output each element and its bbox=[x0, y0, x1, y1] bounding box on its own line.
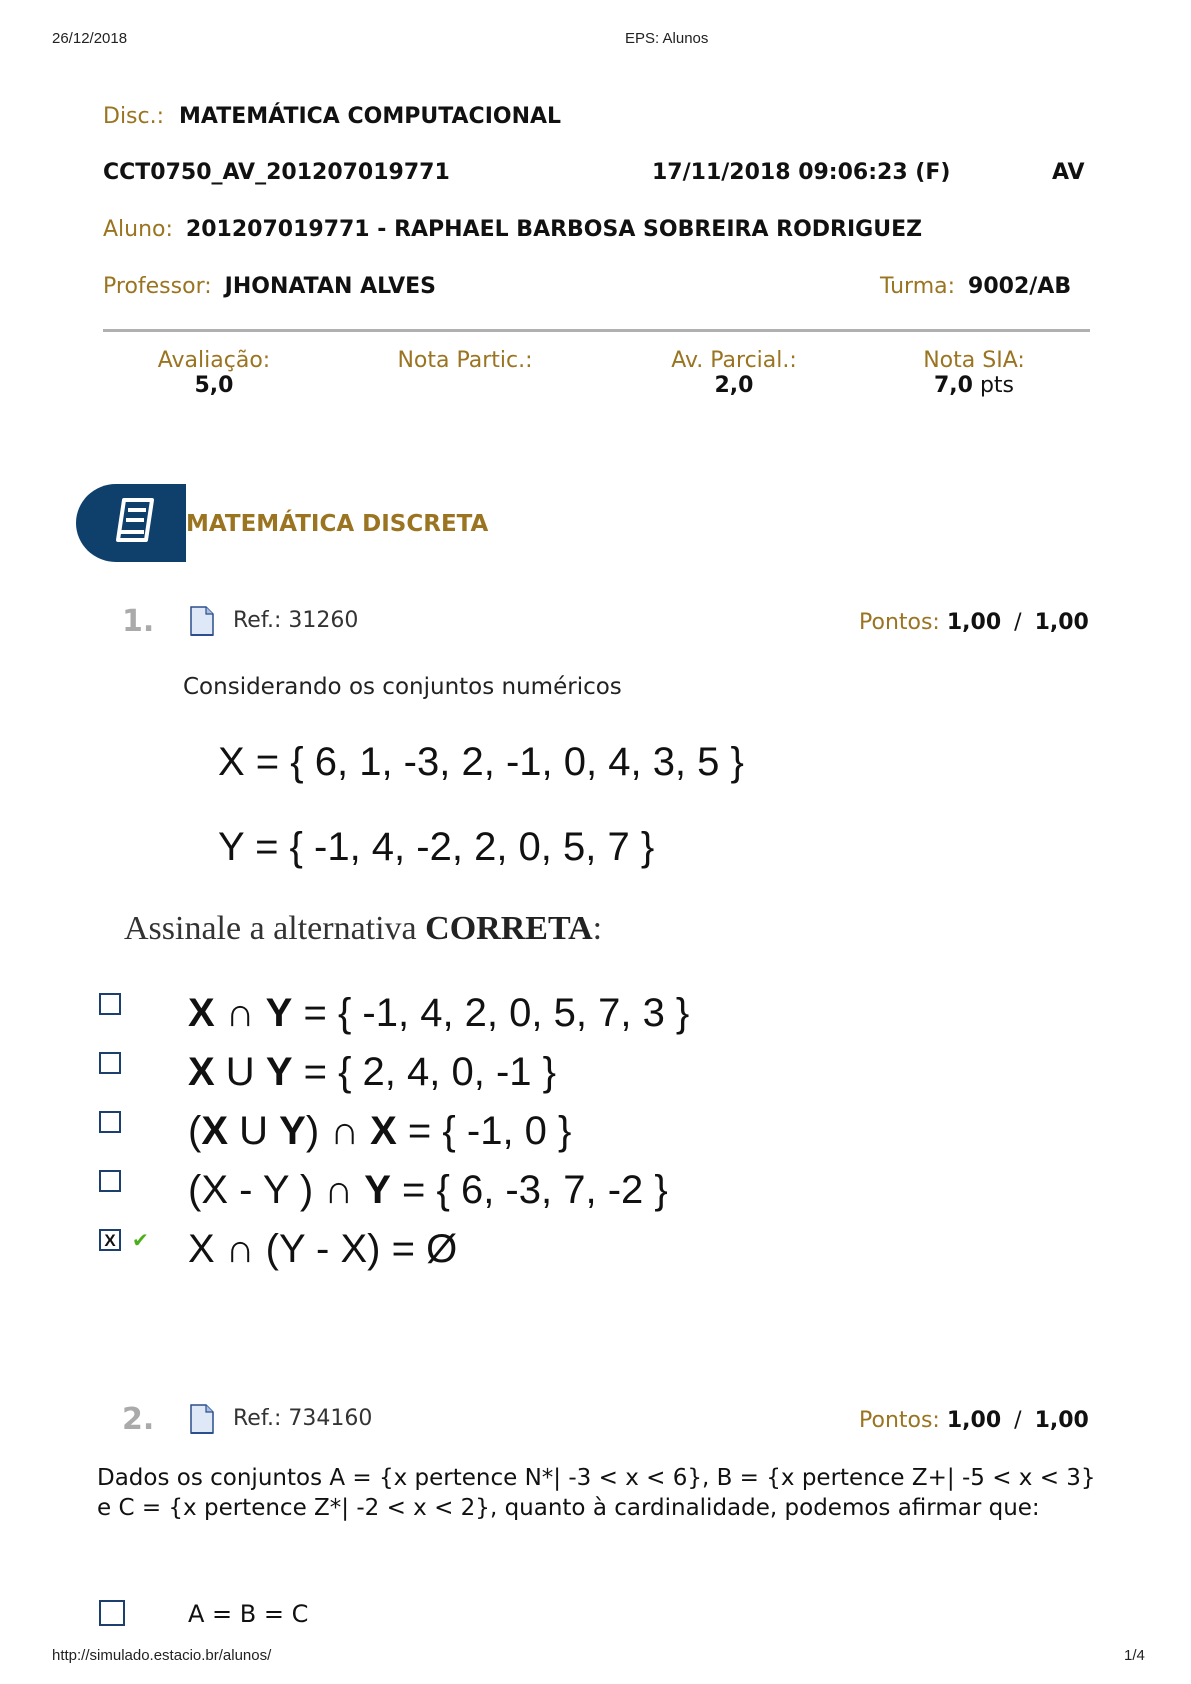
professor-row bbox=[103, 274, 436, 299]
grade-value: 5,0 bbox=[194, 373, 234, 398]
points-value: 1,00 bbox=[946, 610, 1002, 635]
print-url: http://simulado.estacio.br/alunos/ bbox=[52, 1647, 272, 1664]
turma-row bbox=[880, 274, 1071, 299]
print-title: EPS: Alunos bbox=[625, 30, 709, 47]
question-intro: Considerando os conjuntos numéricos bbox=[183, 674, 622, 700]
grade-label: Av. Parcial.: bbox=[671, 348, 797, 373]
grade-nota-partic bbox=[345, 348, 585, 373]
ref-value: 734160 bbox=[288, 1406, 373, 1431]
question-2-text: Dados os conjuntos A = {x pertence N*| -3 < x < 6}, B = {x pertence Z+| -5 < x < 3} e C = {x pertence Z*| -2 < x < 2}, quanto à cardinalidade, podemos afirmar que: bbox=[97, 1465, 1096, 1521]
question-number: 2. bbox=[122, 1402, 155, 1437]
points-row bbox=[859, 610, 1089, 635]
ref-row bbox=[233, 608, 358, 633]
points-label: Pontos: bbox=[859, 610, 940, 635]
correct-check-icon: ✔ bbox=[132, 1228, 149, 1252]
turma-value: 9002/AB bbox=[968, 274, 1072, 299]
header-divider bbox=[103, 329, 1090, 332]
option-3-checkbox[interactable] bbox=[99, 1111, 121, 1133]
set-y: Y = { -1, 4, -2, 2, 0, 5, 7 } bbox=[218, 825, 655, 869]
grade-label: Nota Partic.: bbox=[397, 348, 533, 373]
disc-label: Disc.: bbox=[103, 104, 165, 129]
prompt-text: Assinale a alternativa bbox=[124, 910, 426, 947]
grade-value: 2,0 bbox=[714, 373, 754, 398]
discipline-row bbox=[103, 104, 561, 129]
professor-label: Professor: bbox=[103, 274, 212, 299]
points-separator: / bbox=[1014, 1408, 1022, 1433]
option-4-checkbox[interactable] bbox=[99, 1170, 121, 1192]
points-row bbox=[859, 1408, 1089, 1433]
points-value: 1,00 bbox=[946, 1408, 1002, 1433]
grade-nota-sia bbox=[854, 348, 1094, 398]
grade-avaliacao bbox=[94, 348, 334, 398]
question-prompt bbox=[124, 910, 602, 948]
exam-code: CCT0750_AV_201207019771 bbox=[103, 160, 450, 185]
professor-value: JHONATAN ALVES bbox=[224, 274, 436, 299]
exam-datetime: 17/11/2018 09:06:23 (F) bbox=[652, 160, 951, 185]
points-max: 1,00 bbox=[1034, 610, 1089, 635]
option-5-text: X ∩ (Y - X) = Ø bbox=[188, 1227, 458, 1271]
option-3-text: (X U Y) ∩ X = { -1, 0 } bbox=[188, 1109, 572, 1153]
grade-value: 7,0 bbox=[933, 373, 973, 398]
option-1-text: X ∩ Y = { -1, 4, 2, 0, 5, 7, 3 } bbox=[188, 991, 690, 1035]
option-2-checkbox[interactable] bbox=[99, 1052, 121, 1074]
aluno-value: 201207019771 - RAPHAEL BARBOSA SOBREIRA RODRIGUEZ bbox=[185, 217, 923, 242]
ref-row bbox=[233, 1406, 372, 1431]
question-number: 1. bbox=[122, 604, 155, 639]
set-x: X = { 6, 1, -3, 2, -1, 0, 4, 3, 5 } bbox=[218, 740, 744, 784]
option-5-checkbox-checked[interactable] bbox=[99, 1229, 121, 1251]
q2-option-1-checkbox[interactable] bbox=[99, 1600, 125, 1626]
document-icon[interactable] bbox=[190, 606, 214, 636]
disc-value: MATEMÁTICA COMPUTACIONAL bbox=[179, 104, 562, 129]
print-date: 26/12/2018 bbox=[52, 30, 128, 47]
option-2-text: X U Y = { 2, 4, 0, -1 } bbox=[188, 1050, 557, 1094]
book-icon bbox=[76, 484, 186, 562]
points-separator: / bbox=[1014, 610, 1022, 635]
prompt-colon: : bbox=[592, 910, 603, 947]
section-icon-block bbox=[76, 484, 186, 562]
option-1-checkbox[interactable] bbox=[99, 993, 121, 1015]
ref-value: 31260 bbox=[288, 608, 359, 633]
points-max: 1,00 bbox=[1034, 1408, 1089, 1433]
turma-label: Turma: bbox=[880, 274, 956, 299]
grade-label: Nota SIA: bbox=[923, 348, 1025, 373]
prompt-emphasis: CORRETA bbox=[425, 910, 593, 947]
document-icon[interactable] bbox=[190, 1404, 214, 1434]
ref-label: Ref.: bbox=[233, 608, 282, 633]
grade-label: Avaliação: bbox=[157, 348, 271, 373]
points-label: Pontos: bbox=[859, 1408, 940, 1433]
grade-unit: pts bbox=[979, 373, 1015, 398]
student-row bbox=[103, 217, 922, 242]
print-page: 1/4 bbox=[1124, 1647, 1145, 1664]
grade-av-parcial bbox=[614, 348, 854, 398]
section-title: MATEMÁTICA DISCRETA bbox=[186, 511, 489, 537]
exam-type: AV bbox=[1052, 160, 1085, 185]
ref-label: Ref.: bbox=[233, 1406, 282, 1431]
checked-mark: X bbox=[104, 1230, 116, 1250]
aluno-label: Aluno: bbox=[103, 217, 173, 242]
option-4-text: (X - Y ) ∩ Y = { 6, -3, 7, -2 } bbox=[188, 1168, 668, 1212]
q2-option-1-text: A = B = C bbox=[188, 1600, 309, 1628]
